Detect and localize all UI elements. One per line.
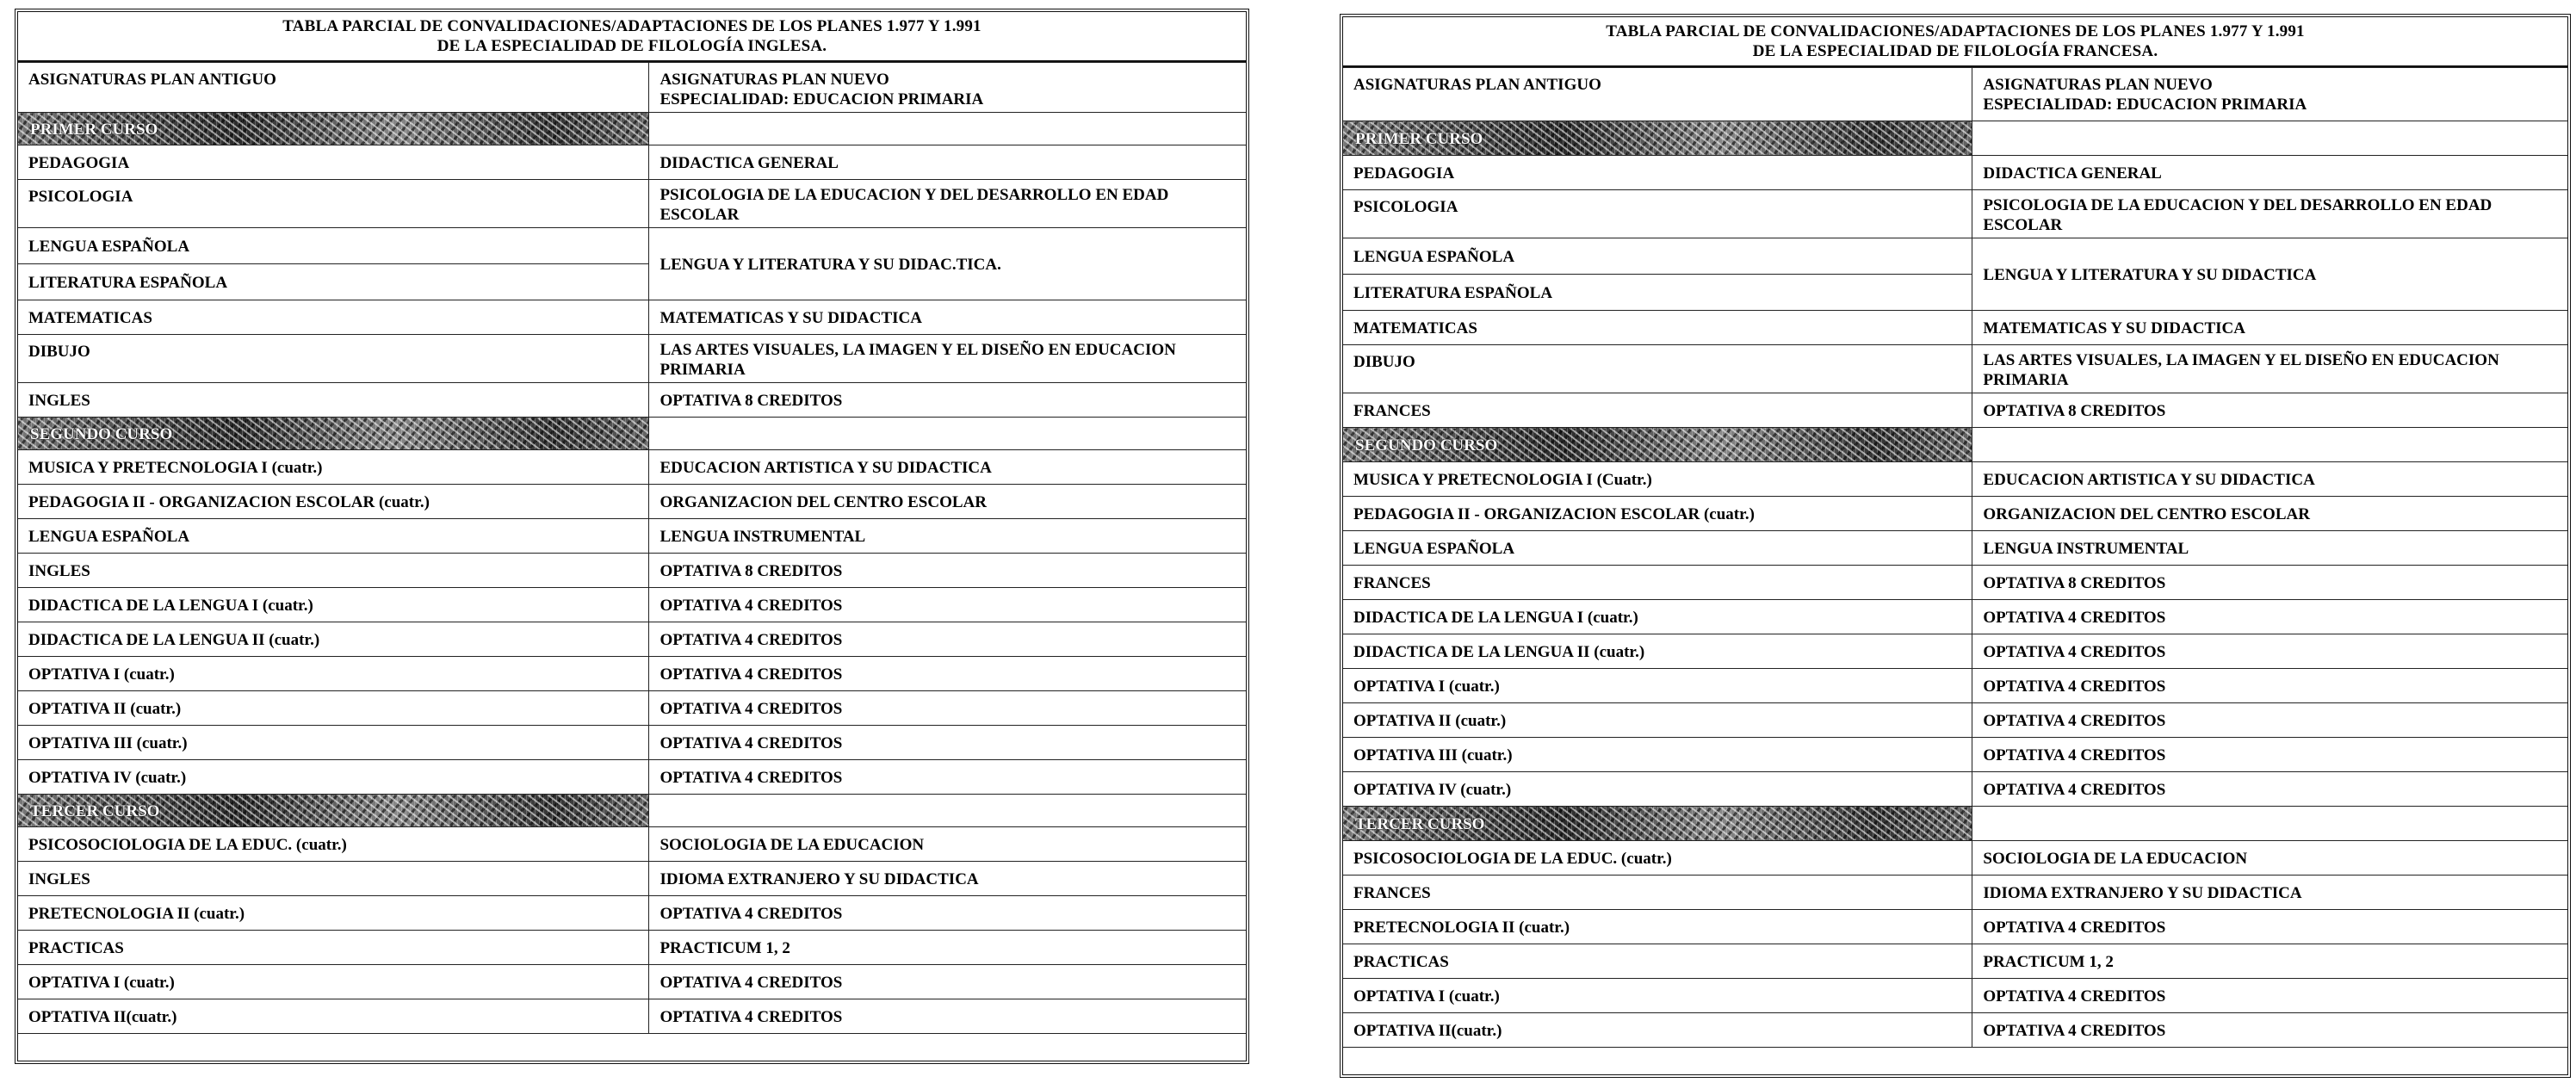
table-row	[18, 450, 1246, 485]
header-old-plan: ASIGNATURAS PLAN ANTIGUO	[18, 63, 649, 113]
table-row	[18, 657, 1246, 691]
table-row	[18, 554, 1246, 588]
column-header-row	[18, 63, 1246, 113]
old-subject-cell: MUSICA Y PRETECNOLOGIA I (Cuatr.)	[1343, 462, 1972, 497]
new-subject-cell: DIDACTICA GENERAL	[1972, 156, 2567, 190]
table-row	[18, 383, 1246, 418]
new-subject-cell: OPTATIVA 4 CREDITOS	[649, 965, 1246, 999]
document-title-line-1: TABLA PARCIAL DE CONVALIDACIONES/ADAPTACIONES DE LOS PLANES 1.977 Y 1.991	[282, 17, 981, 35]
table-row	[1343, 497, 2567, 531]
new-subject-cell: LAS ARTES VISUALES, LA IMAGEN Y EL DISEÑO EN EDUCACION PRIMARIA	[1972, 345, 2567, 393]
old-subject-cell: OPTATIVA I (cuatr.)	[1343, 979, 1972, 1013]
section-heading	[18, 113, 649, 145]
old-subject-cell: LENGUA ESPAÑOLA	[1343, 238, 1972, 275]
new-subject-cell: EDUCACION ARTISTICA Y SU DIDACTICA	[1972, 462, 2567, 497]
table-row	[18, 726, 1246, 760]
section-label: PRIMER CURSO	[30, 121, 158, 139]
new-subject-cell: ORGANIZACION DEL CENTRO ESCOLAR	[1972, 497, 2567, 531]
new-subject-cell: MATEMATICAS Y SU DIDACTICA	[649, 300, 1246, 335]
new-subject-cell: OPTATIVA 4 CREDITOS	[649, 691, 1246, 726]
convalidation-table-frances	[1340, 14, 2571, 1078]
header-new-plan	[1972, 68, 2567, 121]
new-subject-cell: OPTATIVA 4 CREDITOS	[1972, 979, 2567, 1013]
new-subject-cell: OPTATIVA 4 CREDITOS	[1972, 669, 2567, 703]
old-subject-cell: MATEMATICAS	[1343, 311, 1972, 345]
new-subject-cell: LENGUA Y LITERATURA Y SU DIDAC.TICA.	[649, 228, 1246, 300]
table-row	[18, 228, 1246, 264]
table-row	[18, 931, 1246, 965]
table-row	[1343, 910, 2567, 944]
section-row	[1343, 807, 2567, 841]
old-subject-cell: OPTATIVA II(cuatr.)	[1343, 1013, 1972, 1048]
old-subject-cell: INGLES	[18, 383, 649, 418]
old-subject-cell: DIDACTICA DE LA LENGUA I (cuatr.)	[18, 588, 649, 622]
old-subject-cell: PSICOSOCIOLOGIA DE LA EDUC. (cuatr.)	[1343, 841, 1972, 876]
table-row	[1343, 531, 2567, 566]
section-heading	[1343, 121, 1972, 156]
new-subject-cell: OPTATIVA 8 CREDITOS	[1972, 393, 2567, 428]
new-subject-cell: LENGUA INSTRUMENTAL	[649, 519, 1246, 554]
table-row	[1343, 703, 2567, 738]
section-empty-cell	[649, 113, 1246, 145]
new-subject-cell: LENGUA INSTRUMENTAL	[1972, 531, 2567, 566]
old-subject-cell: DIDACTICA DE LA LENGUA II (cuatr.)	[1343, 634, 1972, 669]
new-subject-cell: OPTATIVA 4 CREDITOS	[649, 726, 1246, 760]
new-subject-cell: OPTATIVA 4 CREDITOS	[1972, 910, 2567, 944]
section-row	[1343, 121, 2567, 156]
old-subject-cell: OPTATIVA II (cuatr.)	[1343, 703, 1972, 738]
new-subject-cell: OPTATIVA 4 CREDITOS	[1972, 703, 2567, 738]
section-heading	[1343, 807, 1972, 841]
section-empty-cell	[1972, 807, 2567, 841]
table-row	[1343, 462, 2567, 497]
old-subject-cell: OPTATIVA I (cuatr.)	[18, 657, 649, 691]
header-new-plan-line-2: ESPECIALIDAD: EDUCACION PRIMARIA	[1983, 96, 2307, 114]
old-subject-cell: PEDAGOGIA	[18, 145, 649, 180]
section-heading	[18, 418, 649, 450]
new-subject-cell: MATEMATICAS Y SU DIDACTICA	[1972, 311, 2567, 345]
old-subject-cell: LITERATURA ESPAÑOLA	[1343, 275, 1972, 311]
new-subject-cell: OPTATIVA 4 CREDITOS	[649, 588, 1246, 622]
old-subject-cell: PRACTICAS	[1343, 944, 1972, 979]
new-subject-cell: IDIOMA EXTRANJERO Y SU DIDACTICA	[649, 862, 1246, 896]
table-row	[18, 760, 1246, 795]
old-subject-cell: OPTATIVA II(cuatr.)	[18, 999, 649, 1034]
section-row	[18, 418, 1246, 450]
old-subject-cell: OPTATIVA IV (cuatr.)	[1343, 772, 1972, 807]
new-subject-cell: OPTATIVA 4 CREDITOS	[649, 622, 1246, 657]
old-subject-cell: PRETECNOLOGIA II (cuatr.)	[18, 896, 649, 931]
document-title-line-1: TABLA PARCIAL DE CONVALIDACIONES/ADAPTACIONES DE LOS PLANES 1.977 Y 1.991	[1606, 22, 2305, 40]
table-row	[1343, 944, 2567, 979]
subjects-table	[18, 62, 1246, 1034]
table-row	[1343, 156, 2567, 190]
table-row	[1343, 979, 2567, 1013]
table-row	[18, 965, 1246, 999]
section-empty-cell	[1972, 428, 2567, 462]
header-new-plan-line-1: ASIGNATURAS PLAN NUEVO	[1983, 76, 2213, 94]
document-title-line-2: DE LA ESPECIALIDAD DE FILOLOGÍA INGLESA.	[437, 37, 827, 55]
old-subject-cell: FRANCES	[1343, 876, 1972, 910]
table-row	[1343, 345, 2567, 393]
header-new-plan-line-2: ESPECIALIDAD: EDUCACION PRIMARIA	[659, 90, 984, 108]
old-subject-cell: OPTATIVA III (cuatr.)	[18, 726, 649, 760]
table-row	[1343, 634, 2567, 669]
table-row	[1343, 738, 2567, 772]
table-row	[1343, 190, 2567, 238]
section-heading	[18, 795, 649, 827]
new-subject-cell: OPTATIVA 4 CREDITOS	[1972, 634, 2567, 669]
old-subject-cell: FRANCES	[1343, 393, 1972, 428]
old-subject-cell: INGLES	[18, 554, 649, 588]
new-subject-cell: OPTATIVA 4 CREDITOS	[649, 999, 1246, 1034]
new-subject-cell: SOCIOLOGIA DE LA EDUCACION	[649, 827, 1246, 862]
new-subject-cell: OPTATIVA 4 CREDITOS	[649, 657, 1246, 691]
new-subject-cell: EDUCACION ARTISTICA Y SU DIDACTICA	[649, 450, 1246, 485]
new-subject-cell: OPTATIVA 4 CREDITOS	[1972, 600, 2567, 634]
table-row	[18, 622, 1246, 657]
table-row	[18, 145, 1246, 180]
document-title-line-2: DE LA ESPECIALIDAD DE FILOLOGÍA FRANCESA.	[1752, 42, 2158, 60]
convalidation-table-ingles	[15, 9, 1249, 1064]
table-row	[18, 896, 1246, 931]
old-subject-cell: PRACTICAS	[18, 931, 649, 965]
new-subject-cell: SOCIOLOGIA DE LA EDUCACION	[1972, 841, 2567, 876]
table-row	[1343, 669, 2567, 703]
old-subject-cell: PEDAGOGIA	[1343, 156, 1972, 190]
new-subject-cell: PSICOLOGIA DE LA EDUCACION Y DEL DESARROLLO EN EDAD ESCOLAR	[1972, 190, 2567, 238]
old-subject-cell: DIDACTICA DE LA LENGUA I (cuatr.)	[1343, 600, 1972, 634]
table-row	[18, 485, 1246, 519]
header-new-plan	[649, 63, 1246, 113]
new-subject-cell: IDIOMA EXTRANJERO Y SU DIDACTICA	[1972, 876, 2567, 910]
section-row	[18, 113, 1246, 145]
document-title	[18, 12, 1246, 62]
new-subject-cell: OPTATIVA 4 CREDITOS	[649, 896, 1246, 931]
document-title	[1343, 17, 2567, 67]
table-row	[18, 862, 1246, 896]
new-subject-cell: DIDACTICA GENERAL	[649, 145, 1246, 180]
section-label: TERCER CURSO	[1355, 815, 1485, 833]
table-row	[1343, 876, 2567, 910]
column-header-row	[1343, 68, 2567, 121]
new-subject-cell: PRACTICUM 1, 2	[1972, 944, 2567, 979]
old-subject-cell: LITERATURA ESPAÑOLA	[18, 264, 649, 300]
table-row	[1343, 238, 2567, 275]
old-subject-cell: MATEMATICAS	[18, 300, 649, 335]
section-label: TERCER CURSO	[30, 802, 160, 820]
table-row	[18, 827, 1246, 862]
new-subject-cell: LAS ARTES VISUALES, LA IMAGEN Y EL DISEÑO EN EDUCACION PRIMARIA	[649, 335, 1246, 383]
table-row	[1343, 393, 2567, 428]
old-subject-cell: INGLES	[18, 862, 649, 896]
table-row	[1343, 600, 2567, 634]
section-label: SEGUNDO CURSO	[1355, 436, 1498, 455]
old-subject-cell: OPTATIVA II (cuatr.)	[18, 691, 649, 726]
new-subject-cell: LENGUA Y LITERATURA Y SU DIDACTICA	[1972, 238, 2567, 311]
table-row	[18, 999, 1246, 1034]
old-subject-cell: DIBUJO	[18, 335, 649, 383]
subjects-table	[1343, 67, 2567, 1048]
new-subject-cell: OPTATIVA 8 CREDITOS	[649, 383, 1246, 418]
table-row	[1343, 841, 2567, 876]
old-subject-cell: OPTATIVA III (cuatr.)	[1343, 738, 1972, 772]
table-row	[18, 335, 1246, 383]
new-subject-cell: OPTATIVA 4 CREDITOS	[1972, 738, 2567, 772]
table-row	[18, 519, 1246, 554]
old-subject-cell: OPTATIVA I (cuatr.)	[18, 965, 649, 999]
old-subject-cell: PEDAGOGIA II - ORGANIZACION ESCOLAR (cuatr.)	[18, 485, 649, 519]
old-subject-cell: LENGUA ESPAÑOLA	[18, 519, 649, 554]
old-subject-cell: PSICOLOGIA	[1343, 190, 1972, 238]
table-row	[18, 180, 1246, 228]
table-row	[1343, 566, 2567, 600]
section-label: SEGUNDO CURSO	[30, 425, 173, 443]
new-subject-cell: OPTATIVA 4 CREDITOS	[649, 760, 1246, 795]
section-row	[18, 795, 1246, 827]
table-row	[18, 588, 1246, 622]
new-subject-cell: OPTATIVA 8 CREDITOS	[1972, 566, 2567, 600]
new-subject-cell: OPTATIVA 4 CREDITOS	[1972, 1013, 2567, 1048]
old-subject-cell: PRETECNOLOGIA II (cuatr.)	[1343, 910, 1972, 944]
section-empty-cell	[649, 418, 1246, 450]
old-subject-cell: OPTATIVA IV (cuatr.)	[18, 760, 649, 795]
old-subject-cell: PSICOLOGIA	[18, 180, 649, 228]
header-old-plan: ASIGNATURAS PLAN ANTIGUO	[1343, 68, 1972, 121]
table-row	[18, 691, 1246, 726]
old-subject-cell: OPTATIVA I (cuatr.)	[1343, 669, 1972, 703]
old-subject-cell: PEDAGOGIA II - ORGANIZACION ESCOLAR (cuatr.)	[1343, 497, 1972, 531]
section-empty-cell	[649, 795, 1246, 827]
section-heading	[1343, 428, 1972, 462]
new-subject-cell: OPTATIVA 8 CREDITOS	[649, 554, 1246, 588]
new-subject-cell: ORGANIZACION DEL CENTRO ESCOLAR	[649, 485, 1246, 519]
old-subject-cell: DIDACTICA DE LA LENGUA II (cuatr.)	[18, 622, 649, 657]
table-row	[18, 300, 1246, 335]
old-subject-cell: LENGUA ESPAÑOLA	[1343, 531, 1972, 566]
new-subject-cell: OPTATIVA 4 CREDITOS	[1972, 772, 2567, 807]
table-row	[1343, 1013, 2567, 1048]
section-empty-cell	[1972, 121, 2567, 156]
table-row	[1343, 311, 2567, 345]
old-subject-cell: PSICOSOCIOLOGIA DE LA EDUC. (cuatr.)	[18, 827, 649, 862]
header-new-plan-line-1: ASIGNATURAS PLAN NUEVO	[659, 71, 889, 89]
old-subject-cell: MUSICA Y PRETECNOLOGIA I (cuatr.)	[18, 450, 649, 485]
old-subject-cell: DIBUJO	[1343, 345, 1972, 393]
section-row	[1343, 428, 2567, 462]
new-subject-cell: PSICOLOGIA DE LA EDUCACION Y DEL DESARROLLO EN EDAD ESCOLAR	[649, 180, 1246, 228]
new-subject-cell: PRACTICUM 1, 2	[649, 931, 1246, 965]
old-subject-cell: LENGUA ESPAÑOLA	[18, 228, 649, 264]
table-row	[1343, 772, 2567, 807]
section-label: PRIMER CURSO	[1355, 130, 1483, 148]
old-subject-cell: FRANCES	[1343, 566, 1972, 600]
